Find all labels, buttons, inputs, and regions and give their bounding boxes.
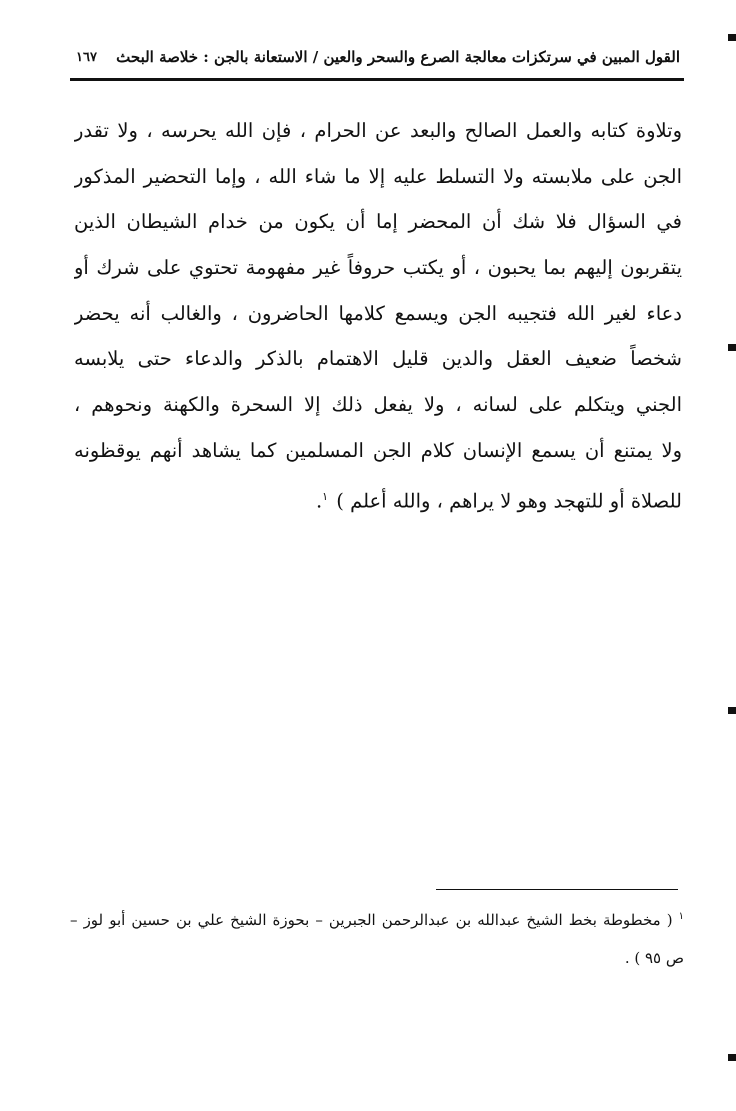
footnotes bbox=[70, 898, 684, 977]
body-text bbox=[74, 108, 682, 519]
body-line: الجن على ملابسته ولا التسلط عليه إلا ما شاء الله ، وإما التحضير المذكور bbox=[74, 164, 682, 188]
body-line: وتلاوة كتابه والعمل الصالح والبعد عن الحرام ، فإن الله يحرسه ، ولا تقدر bbox=[74, 119, 682, 142]
body-line: ولا يمتنع أن يسمع الإنسان كلام الجن المسلمين كما يشاهد أنهم يوقظونه bbox=[74, 438, 682, 462]
footnote-text: ( مخطوطة بخط الشيخ عبدالله بن عبدالرحمن الجبرين – بحوزة الشيخ علي بن حسين أبو لوز – bbox=[70, 911, 673, 929]
body-line: في السؤال فلا شك أن المحضر إما أن يكون من خدام الشيطان الذين bbox=[74, 210, 682, 234]
scan-edge-mark bbox=[728, 707, 736, 714]
body-line: شخصاً ضعيف العقل والدين قليل الاهتمام بالذكر والدعاء حتى يلابسه bbox=[74, 347, 682, 371]
body-line-last bbox=[74, 474, 682, 520]
body-line: يتقربون إليهم بما يحبون ، أو يكتب حروفاً غير مفهومة تحتوي على شرك أو bbox=[74, 256, 682, 280]
header-title: القول المبين في سرتكزات معالجة الصرع والسحر والعين / الاستعانة بالجن : خلاصة البحث bbox=[116, 48, 680, 66]
footnote-separator bbox=[436, 889, 678, 890]
header-rule bbox=[70, 78, 684, 81]
running-header bbox=[76, 42, 680, 76]
scan-edge-mark bbox=[728, 1054, 736, 1061]
body-line: الجني ويتكلم على لسانه ، ولا يفعل ذلك إلا السحرة والكهنة ونحوهم ، bbox=[74, 393, 682, 417]
body-line-last-text: للصلاة أو للتهجد وهو لا يراهم ، والله أعلم ) bbox=[336, 489, 682, 512]
footnote-reference[interactable]: ١ bbox=[322, 489, 329, 503]
footnote-marker: ١ bbox=[678, 911, 684, 922]
footnote-line bbox=[70, 898, 684, 939]
scan-edge-mark bbox=[728, 344, 736, 351]
page-number: ١٦٧ bbox=[76, 50, 97, 65]
body-line: دعاء لغير الله فتجيبه الجن ويسمع كلامها الحاضرون ، والغالب أنه يحضر bbox=[74, 301, 682, 325]
scan-edge-mark bbox=[728, 34, 736, 41]
footnote-line: ص ٩٥ ) . bbox=[624, 949, 684, 967]
sentence-end: . bbox=[315, 489, 323, 512]
